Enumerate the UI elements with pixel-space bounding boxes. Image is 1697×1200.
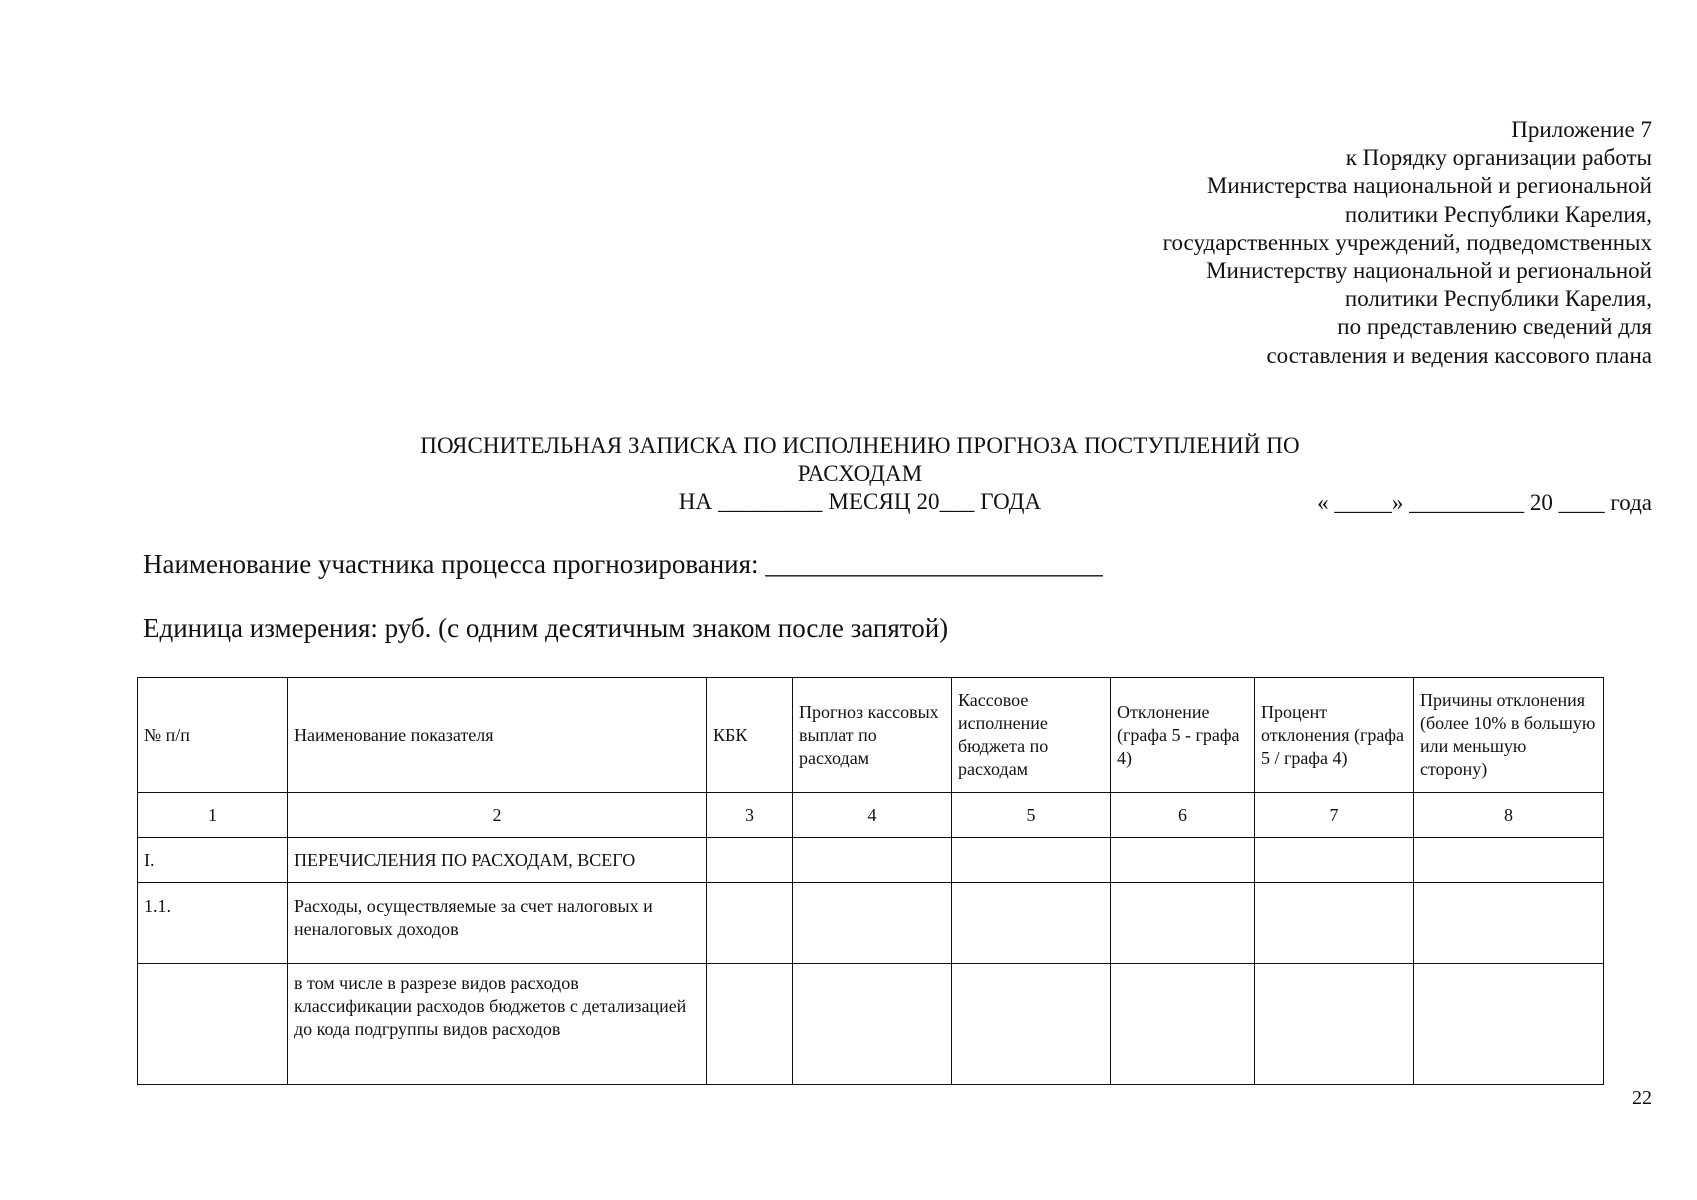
appendix-block	[1032, 116, 1652, 370]
appendix-line: Министерства национальной и региональной	[1206, 173, 1652, 199]
column-number-cell: 6	[1111, 793, 1255, 838]
row-name-cell: ПЕРЕЧИСЛЕНИЯ ПО РАСХОДАМ, ВСЕГО	[288, 838, 707, 883]
participant-name-field: Наименование участника процесса прогнозирования: _________________________	[143, 549, 1103, 579]
table-cell	[952, 838, 1111, 883]
table-cell	[793, 964, 952, 1085]
table-row	[138, 883, 1604, 964]
title-line-2: НА _________ МЕСЯЦ 20___ ГОДА	[678, 489, 1042, 514]
row-number-cell: 1.1.	[138, 883, 288, 964]
row-name-cell: Расходы, осуществляемые за счет налоговых и неналоговых доходов	[288, 883, 707, 964]
column-number-cell: 5	[952, 793, 1111, 838]
column-number-cell: 8	[1414, 793, 1604, 838]
appendix-line: составления и ведения кассового плана	[1266, 342, 1652, 368]
column-number-cell: 2	[288, 793, 707, 838]
table-cell	[1414, 964, 1604, 1085]
header-cell: КБК	[707, 678, 793, 793]
header-cell: Кассовое исполнение бюджета по расходам	[952, 678, 1111, 793]
table-header-row	[138, 678, 1604, 793]
header-cell: Отклонение (графа 5 - графа 4)	[1111, 678, 1255, 793]
column-number-cell: 4	[793, 793, 952, 838]
table-row	[138, 838, 1604, 883]
table-cell	[793, 883, 952, 964]
header-cell: Процент отклонения (графа 5 / графа 4)	[1255, 678, 1414, 793]
table-cell	[1111, 964, 1255, 1085]
appendix-line: Приложение 7	[1511, 117, 1652, 142]
table-cell	[793, 838, 952, 883]
column-number-row	[138, 793, 1604, 838]
table-cell	[707, 964, 793, 1085]
page-number: 22	[1632, 1087, 1652, 1109]
appendix-line: политики Республики Карелия,	[1344, 286, 1652, 312]
appendix-line: политики Республики Карелия,	[1344, 201, 1652, 227]
report-table	[137, 677, 1604, 1085]
table-cell	[1414, 883, 1604, 964]
title-line-1: ПОЯСНИТЕЛЬНАЯ ЗАПИСКА ПО ИСПОЛНЕНИЮ ПРОГНОЗА ПОСТУПЛЕНИЙ ПО РАСХОДАМ	[420, 433, 1300, 486]
table-row	[138, 964, 1604, 1085]
appendix-line: государственных учреждений, подведомственных	[1162, 229, 1652, 255]
table-cell	[1414, 838, 1604, 883]
appendix-line: по представлению сведений для	[1337, 314, 1652, 340]
document-title	[360, 432, 1360, 516]
table-cell	[707, 883, 793, 964]
header-cell: № п/п	[138, 678, 288, 793]
date-line: « _____» __________ 20 ____ года	[1317, 490, 1652, 515]
table-cell	[1111, 883, 1255, 964]
appendix-line: Министерству национальной и региональной	[1206, 258, 1652, 284]
header-cell: Наименование показателя	[288, 678, 707, 793]
table-cell	[1255, 838, 1414, 883]
table-cell	[1255, 883, 1414, 964]
row-number-cell	[138, 964, 288, 1085]
table-cell	[952, 883, 1111, 964]
row-name-cell: в том числе в разрезе видов расходов классификации расходов бюджетов с детализацией до кода подгруппы видов расходов	[288, 964, 707, 1085]
table-cell	[1255, 964, 1414, 1085]
table-cell	[952, 964, 1111, 1085]
table-cell	[1111, 838, 1255, 883]
row-number-cell: I.	[138, 838, 288, 883]
appendix-line: к Порядку организации работы	[1345, 145, 1652, 171]
header-cell: Причины отклонения (более 10% в большую или меньшую сторону)	[1414, 678, 1604, 793]
column-number-cell: 3	[707, 793, 793, 838]
column-number-cell: 7	[1255, 793, 1414, 838]
header-cell: Прогноз кассовых выплат по расходам	[793, 678, 952, 793]
table-cell	[707, 838, 793, 883]
unit-of-measure-field: Единица измерения: руб. (с одним десятичным знаком после запятой)	[143, 613, 949, 643]
column-number-cell: 1	[138, 793, 288, 838]
